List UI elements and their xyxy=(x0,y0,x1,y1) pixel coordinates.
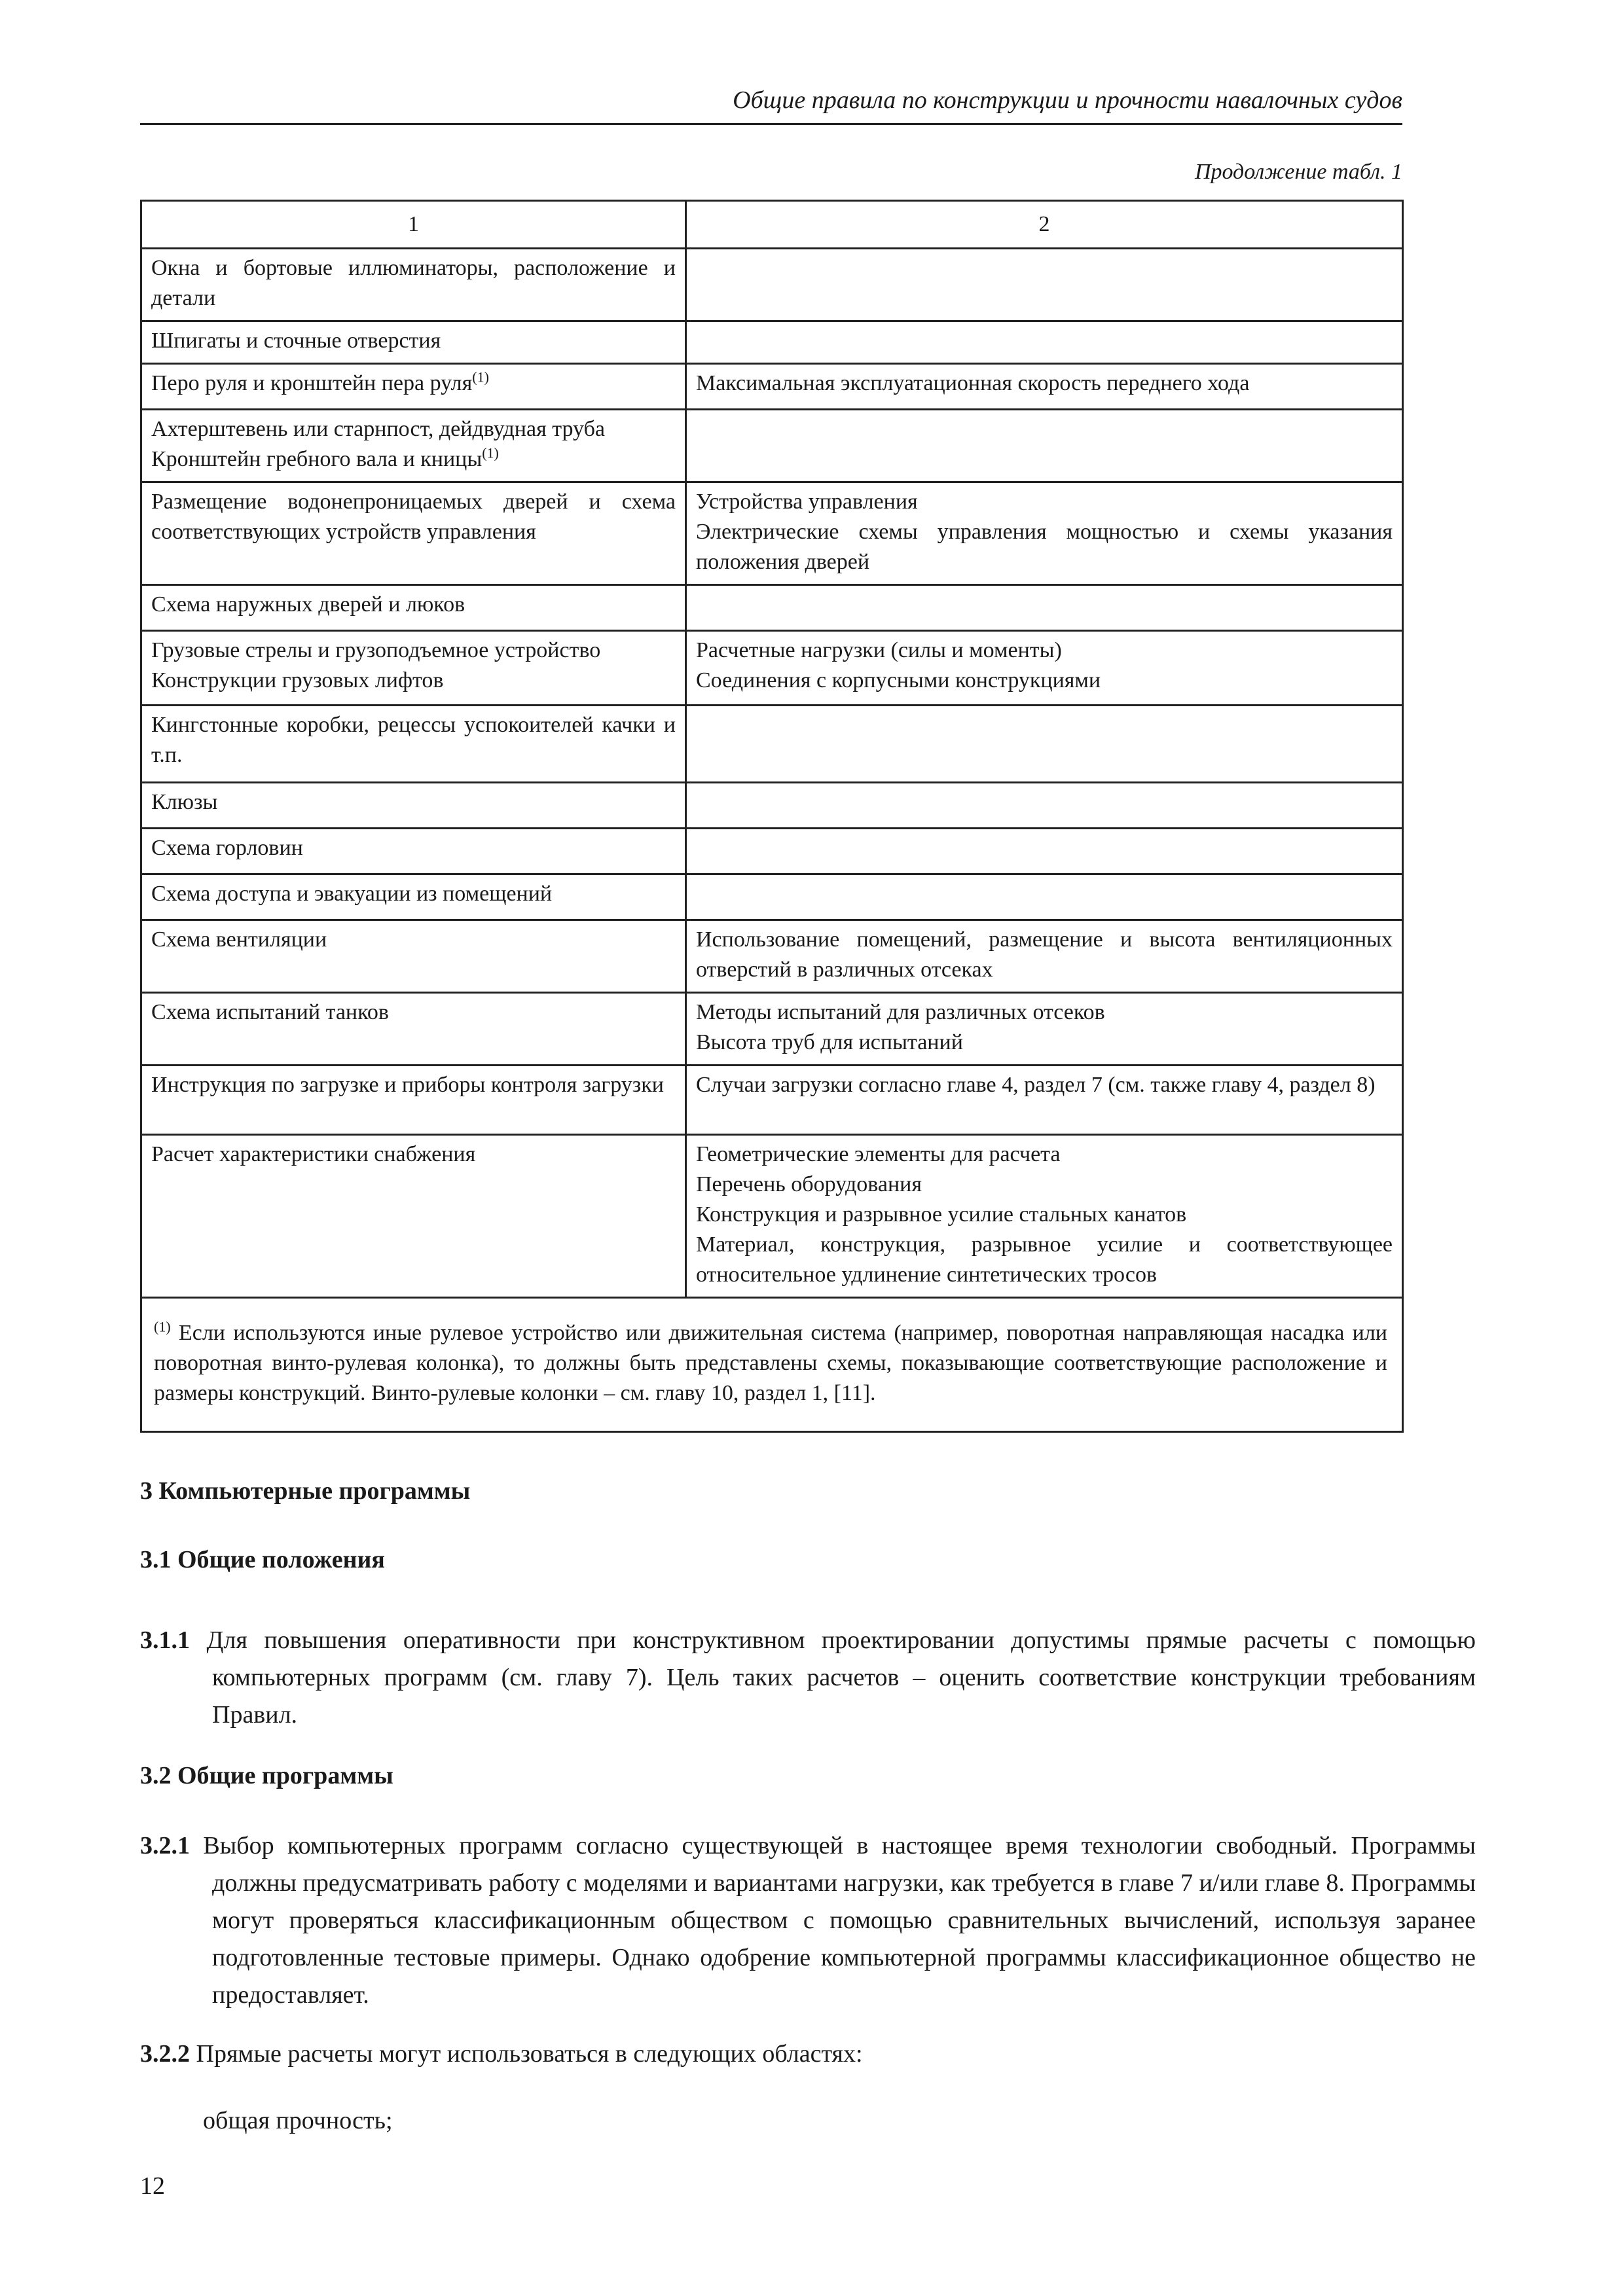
table-row xyxy=(141,321,1403,364)
table-cell-details xyxy=(686,874,1403,920)
table-row xyxy=(141,585,1403,631)
footnote-row xyxy=(141,1298,1403,1432)
table-cell-document xyxy=(141,1135,686,1298)
cell-line: Схема вентиляции xyxy=(151,927,327,952)
cell-line: Размещение водонепроницаемых дверей и схема соответствующих устройств управления xyxy=(151,490,676,544)
paragraph-3-2-1-number: 3.2.1 xyxy=(140,1832,190,1859)
running-title: Общие правила по конструкции и прочности навалочных судов xyxy=(733,86,1402,114)
paragraph-3-2-2 xyxy=(140,2036,1476,2073)
section-heading xyxy=(140,1473,1404,1510)
table-cell-document xyxy=(141,249,686,321)
cell-line: Геометрические элементы для расчета xyxy=(696,1142,1061,1166)
cell-line xyxy=(151,444,676,475)
table-cell-details xyxy=(686,364,1403,410)
cell-line: Максимальная эксплуатационная скорость переднего хода xyxy=(696,371,1250,395)
cell-line: Схема испытаний танков xyxy=(151,1000,389,1024)
table-footnote xyxy=(141,1298,1403,1432)
cell-line: Электрические схемы управления мощностью и схемы указания положения дверей xyxy=(696,520,1393,574)
subsection-heading xyxy=(140,1541,1404,1579)
table-cell-details xyxy=(686,993,1403,1066)
table-row xyxy=(141,482,1403,585)
cell-line: Конструкции грузовых лифтов xyxy=(151,668,444,692)
table-row xyxy=(141,410,1403,482)
paragraph-3-1-1 xyxy=(140,1622,1476,1734)
footnote-text: Если используются иные рулевое устройство или движительная система (например, поворотная направляющая насадка или поворотная винто-рулевая колонка), то должны быть представлены схемы, показывающие соответствующие расположение и размеры конструкций. Винто-рулевые колонки – см. главу 10, раздел 1, [11]. xyxy=(154,1321,1388,1405)
paragraph-3-2-2-text: Прямые расчеты могут использоваться в следующих областях: xyxy=(196,2040,863,2068)
cell-line: Устройства управления xyxy=(696,490,918,514)
table-row xyxy=(141,920,1403,993)
cell-line: Клюзы xyxy=(151,790,218,814)
table-cell-document xyxy=(141,993,686,1066)
subsection-3-2-heading: 3.2 Общие программы xyxy=(140,1762,393,1789)
table-cell-details xyxy=(686,1135,1403,1298)
paragraph-3-2-2-number: 3.2.2 xyxy=(140,2040,190,2068)
footnote-reference: (1) xyxy=(482,444,499,461)
table-cell-document xyxy=(141,1066,686,1135)
table-cell-document xyxy=(141,874,686,920)
cell-line: Инструкция по загрузке и приборы контроля загрузки xyxy=(151,1073,664,1097)
table-cell-details xyxy=(686,321,1403,364)
cell-line: Расчетные нагрузки (силы и моменты) xyxy=(696,638,1062,662)
table-cell-details xyxy=(686,1066,1403,1135)
cell-line: Грузовые стрелы и грузоподъемное устройство xyxy=(151,638,601,662)
cell-line: Материал, конструкция, разрывное усилие и соответствующее относительное удлинение синтетических тросов xyxy=(696,1232,1393,1287)
cell-line: Схема наружных дверей и люков xyxy=(151,592,465,617)
cell-line: Конструкция и разрывное усилие стальных канатов xyxy=(696,1202,1187,1227)
table-row xyxy=(141,1066,1403,1135)
table-cell-details xyxy=(686,631,1403,706)
paragraph-3-1-1-text: Для повышения оперативности при конструктивном проектировании допустимы прямые расчеты с помощью компьютерных программ (см. главу 7). Цель таких расчетов – оценить соответствие конструкции требованиям Правил. xyxy=(206,1626,1476,1729)
table-cell-document xyxy=(141,364,686,410)
table-cell-details xyxy=(686,783,1403,829)
cell-line: Случаи загрузки согласно главе 4, раздел 7 (см. также главу 4, раздел 8) xyxy=(696,1073,1376,1097)
footnote-reference: (1) xyxy=(472,368,489,386)
table-cell-document xyxy=(141,482,686,585)
cell-line: Перечень оборудования xyxy=(696,1172,922,1196)
cell-line: Кингстонные коробки, рецессы успокоителей качки и т.п. xyxy=(151,713,676,767)
table-cell-details xyxy=(686,410,1403,482)
list-item xyxy=(140,2102,1467,2140)
table-cell-document xyxy=(141,410,686,482)
table-row xyxy=(141,829,1403,874)
table-cell-document xyxy=(141,829,686,874)
table-row xyxy=(141,1135,1403,1298)
table-cell-document xyxy=(141,920,686,993)
table-cell-document xyxy=(141,631,686,706)
table-row xyxy=(141,364,1403,410)
subsection-3-1-heading: 3.1 Общие положения xyxy=(140,1546,385,1573)
table-row xyxy=(141,706,1403,783)
table-cell-document xyxy=(141,706,686,783)
table-cell-details xyxy=(686,585,1403,631)
section-3-heading: 3 Компьютерные программы xyxy=(140,1477,471,1505)
cell-line: Использование помещений, размещение и высота вентиляционных отверстий в различных отсеках xyxy=(696,927,1393,982)
table-row xyxy=(141,993,1403,1066)
table-cell-details xyxy=(686,249,1403,321)
cell-line: Окна и бортовые иллюминаторы, расположение и детали xyxy=(151,256,676,310)
table-row xyxy=(141,874,1403,920)
table-cell-details xyxy=(686,920,1403,993)
table-row xyxy=(141,783,1403,829)
cell-line: Шпигаты и сточные отверстия xyxy=(151,329,441,353)
table-cell-document xyxy=(141,783,686,829)
requirements-table xyxy=(140,200,1404,1433)
paragraph-3-1-1-number: 3.1.1 xyxy=(140,1626,190,1654)
table-cell-document xyxy=(141,321,686,364)
table-cell-details xyxy=(686,706,1403,783)
table-cell-document xyxy=(141,585,686,631)
list-item-text: общая прочность; xyxy=(203,2107,393,2134)
table-cell-details xyxy=(686,482,1403,585)
paragraph-3-2-1 xyxy=(140,1827,1476,2014)
cell-line: Высота труб для испытаний xyxy=(696,1030,963,1054)
paragraph-3-2-1-text: Выбор компьютерных программ согласно существующей в настоящее время технологии свободный. Программы должны предусматривать работу с моделями и вариантами нагрузки, как требуется в главе 7 и/или главе 8. Программы могут проверяться классификационным обществом с помощью сравнительных вычислений, используя заранее подготовленные тестовые примеры. Однако одобрение компьютерной программы классификационное общество не предоставляет. xyxy=(203,1832,1476,2009)
cell-line xyxy=(151,368,676,399)
cell-line-text: Перо руля и кронштейн пера руля xyxy=(151,371,473,395)
cell-line: Соединения с корпусными конструкциями xyxy=(696,668,1101,692)
footnote-marker: (1) xyxy=(154,1318,171,1335)
page-number: 12 xyxy=(140,2172,165,2200)
table-body xyxy=(141,249,1403,1298)
column-header-2: 2 xyxy=(686,201,1403,249)
cell-line: Схема доступа и эвакуации из помещений xyxy=(151,882,553,906)
table-caption: Продолжение табл. 1 xyxy=(1194,160,1402,184)
cell-line: Расчет характеристики снабжения xyxy=(151,1142,476,1166)
column-header-1: 1 xyxy=(141,201,686,249)
table-row xyxy=(141,249,1403,321)
running-header xyxy=(140,77,1402,125)
table-row xyxy=(141,631,1403,706)
subsection-heading xyxy=(140,1757,1404,1795)
table-cell-details xyxy=(686,829,1403,874)
cell-line-text: Кронштейн гребного вала и кницы xyxy=(151,447,483,471)
cell-line: Методы испытаний для различных отсеков xyxy=(696,1000,1105,1024)
table-header-row xyxy=(141,201,1403,249)
cell-line: Ахтерштевень или старнпост, дейдвудная труба xyxy=(151,417,605,441)
cell-line: Схема горловин xyxy=(151,836,303,860)
